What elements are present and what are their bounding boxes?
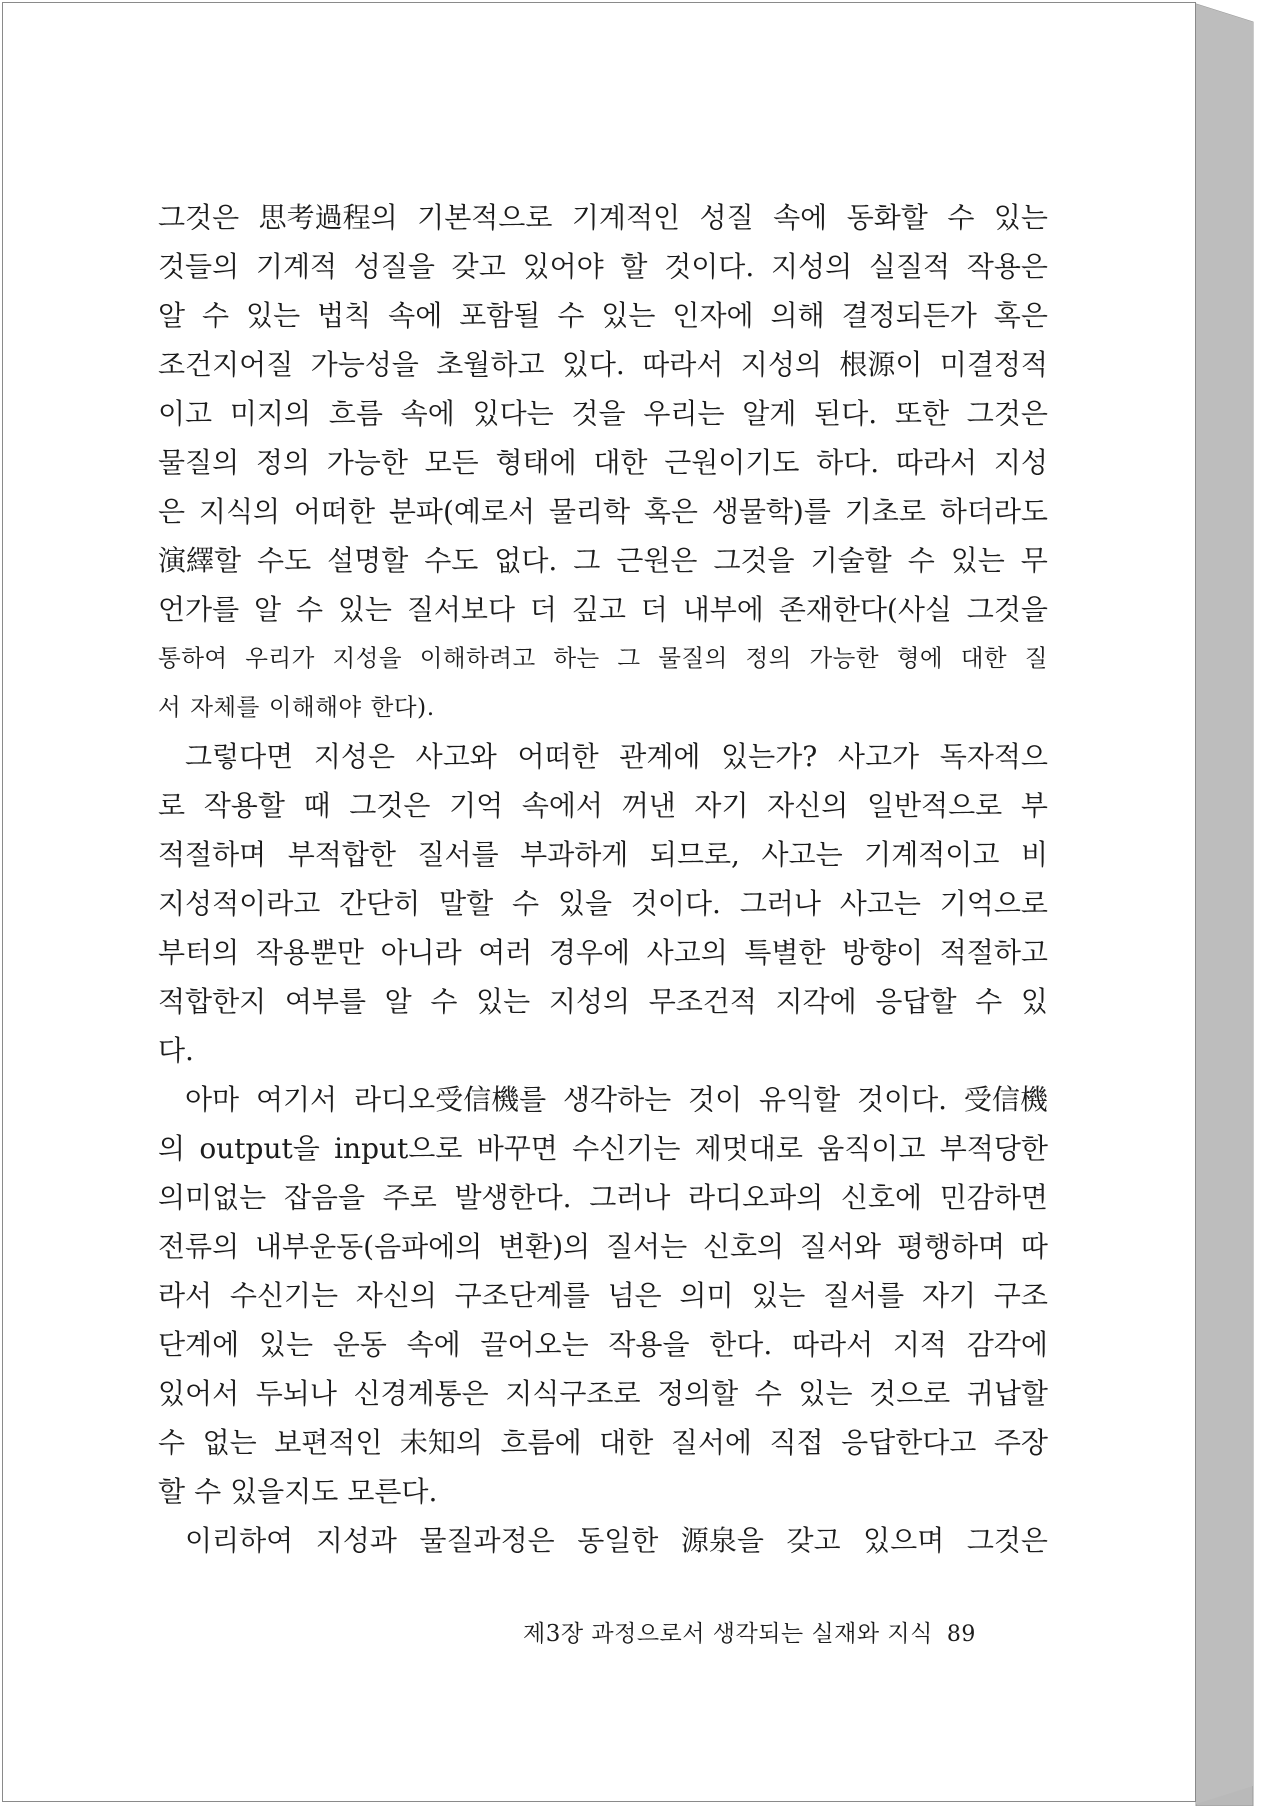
page-footer bbox=[523, 1615, 976, 1648]
paragraph bbox=[158, 1516, 1048, 1565]
text-line: 그렇다면 지성은 사고와 어떠한 관계에 있는가? 사고가 독자적으 bbox=[185, 740, 1048, 773]
text-line: 라서 수신기는 자신의 구조단계를 넘은 의미 있는 질서를 자기 구조 bbox=[158, 1279, 1048, 1312]
text-line: 의 output을 input으로 바꾸면 수신기는 제멋대로 움직이고 부적당한 bbox=[158, 1132, 1048, 1165]
text-line: 다. bbox=[158, 1034, 194, 1067]
text-line: 수 없는 보편적인 未知의 흐름에 대한 질서에 직접 응답한다고 주장 bbox=[158, 1426, 1048, 1459]
paragraph bbox=[158, 732, 1048, 1075]
text-line: 통하여 우리가 지성을 이해하려고 하는 그 물질의 정의 가능한 형에 대한 질 bbox=[158, 644, 1048, 672]
text-line: 물질의 정의 가능한 모든 형태에 대한 근원이기도 하다. 따라서 지성 bbox=[158, 446, 1048, 479]
text-line: 의미없는 잡음을 주로 발생한다. 그러나 라디오파의 신호에 민감하면 bbox=[158, 1181, 1048, 1214]
text-line: 할 수 있을지도 모른다. bbox=[158, 1475, 438, 1508]
page-number: 89 bbox=[946, 1622, 976, 1647]
text-line: 적합한지 여부를 알 수 있는 지성의 무조건적 지각에 응답할 수 있 bbox=[158, 985, 1048, 1018]
running-head: 제3장 과정으로서 생각되는 실재와 지식 bbox=[523, 1621, 933, 1647]
paragraph bbox=[158, 1075, 1048, 1516]
text-line: 것들의 기계적 성질을 갖고 있어야 할 것이다. 지성의 실질적 작용은 bbox=[158, 250, 1048, 283]
text-line: 서 자체를 이해해야 한다). bbox=[158, 693, 435, 721]
text-line: 전류의 내부운동(음파에의 변환)의 질서는 신호의 질서와 평행하며 따 bbox=[158, 1230, 1048, 1263]
text-line: 지성적이라고 간단히 말할 수 있을 것이다. 그러나 사고는 기억으로 bbox=[158, 887, 1048, 920]
book-page bbox=[2, 2, 1196, 1802]
text-line: 그것은 思考過程의 기본적으로 기계적인 성질 속에 동화할 수 있는 bbox=[158, 201, 1048, 234]
paragraph bbox=[158, 193, 1048, 732]
body-text bbox=[158, 193, 1048, 1565]
text-line: 로 작용할 때 그것은 기억 속에서 꺼낸 자기 자신의 일반적으로 부 bbox=[158, 789, 1048, 822]
text-line: 적절하며 부적합한 질서를 부과하게 되므로, 사고는 기계적이고 비 bbox=[158, 838, 1048, 871]
text-line: 있어서 두뇌나 신경계통은 지식구조로 정의할 수 있는 것으로 귀납할 bbox=[158, 1377, 1048, 1410]
text-line: 조건지어질 가능성을 초월하고 있다. 따라서 지성의 根源이 미결정적 bbox=[158, 348, 1048, 381]
text-line: 알 수 있는 법칙 속에 포함될 수 있는 인자에 의해 결정되든가 혹은 bbox=[158, 299, 1048, 332]
text-line: 演繹할 수도 설명할 수도 없다. 그 근원은 그것을 기술할 수 있는 무 bbox=[158, 544, 1048, 577]
text-line: 아마 여기서 라디오受信機를 생각하는 것이 유익할 것이다. 受信機 bbox=[185, 1083, 1048, 1116]
text-line: 은 지식의 어떠한 분파(예로서 물리학 혹은 생물학)를 기초로 하더라도 bbox=[158, 495, 1048, 528]
text-line: 언가를 알 수 있는 질서보다 더 깊고 더 내부에 존재한다(사실 그것을 bbox=[158, 593, 1048, 626]
text-line: 이고 미지의 흐름 속에 있다는 것을 우리는 알게 된다. 또한 그것은 bbox=[158, 397, 1048, 430]
text-line: 단계에 있는 운동 속에 끌어오는 작용을 한다. 따라서 지적 감각에 bbox=[158, 1328, 1048, 1361]
text-line: 이리하여 지성과 물질과정은 동일한 源泉을 갖고 있으며 그것은 bbox=[185, 1524, 1048, 1557]
text-line: 부터의 작용뿐만 아니라 여러 경우에 사고의 특별한 방향이 적절하고 bbox=[158, 936, 1048, 969]
